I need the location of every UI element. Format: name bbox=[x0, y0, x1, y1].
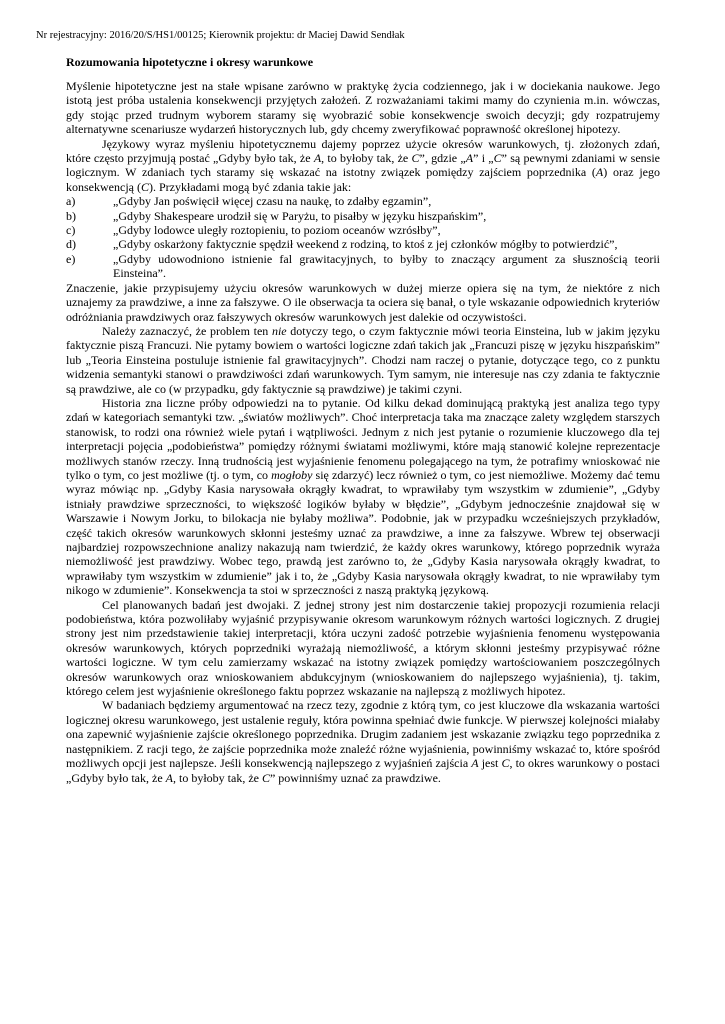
paragraph-4 bbox=[66, 324, 660, 396]
list-marker: a) bbox=[66, 194, 76, 209]
p4-text-a: Należy zaznaczyć, że problem ten bbox=[102, 323, 272, 338]
p2-var-c3: C bbox=[140, 179, 149, 194]
document-header: Nr rejestracyjny: 2016/20/S/HS1/00125; Kierownik projektu: dr Maciej Dawid Sendłak bbox=[36, 30, 405, 41]
examples-list bbox=[66, 194, 660, 280]
document-body bbox=[66, 79, 660, 785]
p7-text-c: , to okres warunkowy o postaci „Gdyby było tak, że bbox=[66, 756, 660, 785]
p2-text-a: Językowy wyraz myśleniu hipotetycznemu dajemy poprzez użycie okresów warunkowych, tj. złożonych zdań, które często przyjmują postać „Gdyby było tak, że bbox=[66, 136, 660, 166]
list-item bbox=[66, 194, 660, 209]
p5-emphasis: mogłoby bbox=[271, 467, 313, 482]
paragraph-1: Myślenie hipotetyczne jest na stałe wpisane zarówno w praktykę życia codziennego, jak i w dociekania naukowe. Jego istotą jest próba ustalenia konsekwencji przyjętych założeń. Z rozważaniami takimi mamy do czynienia m.in. wówczas, gdy stojąc przed trudnym wyborem staramy się wyobrazić sobie konsekwencje swoich decyzji; gdy rozpatrujemy alternatywne scenariusze wydarzeń historycznych lub, gdy chcemy zweryfikować poprawność określonej hipotezy. bbox=[66, 79, 660, 137]
p2-text-d: ” i „ bbox=[473, 151, 494, 166]
list-marker: b) bbox=[66, 208, 76, 223]
p2-var-c2: C bbox=[493, 151, 502, 166]
list-item-text: „Gdyby udowodniono istnienie fal grawitacyjnych, to byłby to znaczący argument za słusznością teorii Einsteina”. bbox=[113, 251, 660, 281]
p2-var-a2: A bbox=[465, 151, 474, 166]
paragraph-5 bbox=[66, 396, 660, 598]
p7-text-b: jest bbox=[478, 756, 502, 771]
p2-text-e: ” są pewnymi zdaniami w sensie logicznym. W zdaniach tych staramy się wskazać na istotny związek pomiędzy zajściem poprzednika ( bbox=[66, 151, 660, 180]
document-title: Rozumowania hipotetyczne i okresy warunkowe bbox=[66, 55, 314, 69]
p2-var-a3: A bbox=[595, 165, 604, 180]
p7-text-d: , to byłoby tak, że bbox=[172, 770, 262, 785]
p7-var-c2: C bbox=[261, 770, 270, 785]
p7-var-a: A bbox=[471, 756, 479, 771]
paragraph-7 bbox=[66, 698, 660, 784]
list-item bbox=[66, 208, 660, 223]
list-item bbox=[66, 251, 660, 281]
list-item-text: „Gdyby Shakespeare urodził się w Paryżu, to pisałby w języku hiszpańskim”, bbox=[113, 208, 487, 223]
p2-text-c: ”, gdzie „ bbox=[419, 151, 466, 166]
p7-var-c: C bbox=[501, 756, 510, 771]
paragraph-6: Cel planowanych badań jest dwojaki. Z jednej strony jest nim dostarczenie takiej propozycji rozumienia relacji podobieństwa, która pozwoliłaby wyjaśnić przypisywanie okresom warunkowym różnych wartości logicznych. Z drugiej strony jest nim przedstawienie takiej interpretacji, która uczyni zadość potrzebie wyjaśnienia fenomenu występowania okresów warunkowych, których poprzedniki wyrażają niemożliwość, a którym skłonni jesteśmy przypisywać różne wartości logiczne. W tym celu zamierzamy wskazać na istotny związek pomiędzy wartościowaniem poszczególnych okresów warunkowych oraz wnioskowaniem abdukcyjnym (wnioskowaniem do najlepszego wyjaśnienia), tj. takim, którego celem jest wyjaśnienie określonego faktu poprzez wskazanie na najlepszą z możliwych hipotez. bbox=[66, 597, 660, 699]
list-item-text: „Gdyby oskarżony faktycznie spędził weekend z rodziną, to ktoś z jej członków mógłby to potwierdzić”, bbox=[113, 237, 618, 252]
p7-var-a2: A bbox=[165, 770, 173, 785]
list-item-text: „Gdyby lodowce uległy roztopieniu, to poziom oceanów wzrósłby”, bbox=[113, 223, 441, 238]
list-item bbox=[66, 223, 660, 238]
list-marker: d) bbox=[66, 237, 76, 252]
p5-text-a: Historia zna liczne próby odpowiedzi na to pytanie. Od kilku dekad dominującą praktyką jest analiza tego typy zdań w kategoriach semantyki tzw. „światów możliwych”. Choć interpretacja taka ma znaczące zalety względem starszych stanowisk, to rodzi ona również wiele pytań i wątpliwości. Jednym z nich jest pytanie o rozumienie kluczowego dla tej interpretacji pojęcia „podobieństwa” pomiędzy różnymi światami możliwymi, które mają stanowić kolejne reprezentacje możliwych stanów rzeczy. Inną trudnością jest wyjaśnienie fenomenu polegającego na tym, że potrafimy wnioskować nie tylko o tym, co jest możliwe (tj. o tym, co bbox=[66, 395, 660, 482]
list-marker: e) bbox=[66, 251, 76, 266]
p2-var-c: C bbox=[411, 151, 420, 166]
p4-text-b: dotyczy tego, o czym faktycznie mówi teoria Einsteina, lub w jakim języku faktycznie piszą Francuzi. Nie pytamy bowiem o wartości logiczne zdań takich jak „Francuzi piszę w języku hiszpańskim” lub „Teoria Einsteina postuluje istnienie fal grawitacyjnych”. Chodzi nam raczej o pytanie, dotyczące tego, co z punktu widzenia semantyki stanowi o prawdziwości zdań warunkowych. Tym samym, nie interesuje nas czy zdania te faktycznie są prawdziwe, ale co (w przypadku, gdy faktycznie są prawdziwe) je takimi czyni. bbox=[66, 323, 660, 396]
list-marker: c) bbox=[66, 223, 76, 238]
p2-var-a: A bbox=[313, 151, 322, 166]
p2-text-b: , to byłoby tak, że bbox=[321, 151, 412, 166]
p2-text-f: ) oraz jego konsekwencją ( bbox=[66, 165, 660, 194]
p2-text-g: ). Przykładami mogą być zdania takie jak: bbox=[149, 179, 352, 194]
list-item bbox=[66, 237, 660, 252]
p4-emphasis: nie bbox=[271, 323, 287, 338]
p5-text-b: się zdarzyć) lecz również o tym, co jest niemożliwe. Możemy dać temu wyraz mówiąc np. „Gdyby Kasia narysowała okrągły kwadrat, to wprawiłaby tym wszystkim w zdumienie”, „Gdyby istniały prawdziwe sprzeczności, to większość logików byłaby w błędzie”, „Gdybym jednocześnie znajdował się w Warszawie i Nowym Jorku, to bilokacja nie byłaby możliwa”. Podobnie, jak w przypadku wcześniejszych przykładów, część takich okresów warunkowych skłonni jesteśmy uznać za prawdziwe, a inne za fałszywe. Wbrew tej obserwacji najbardziej rozpowszechnione analizy nakazują nam twierdzić, że każdy okres warunkowy, którego poprzednik wyraża niemożliwość jest prawdziwy. Wobec tego, prawdą jest zarówno to, że „Gdyby Kasia narysowała okrągły kwadrat, to wprawiłaby tym wszystkim w zdumienie” jak i to, że „Gdyby Kasia narysowała okrągły kwadrat, to nie wprawiłaby tym nikogo w zdumienie”. Konsekwencja ta stoi w sprzeczności z naszą praktyką językową. bbox=[66, 467, 660, 598]
p7-text-e: ” powinniśmy uznać za prawdziwe. bbox=[269, 770, 441, 785]
p7-text-a: W badaniach będziemy argumentować na rzecz tezy, zgodnie z którą tym, co jest kluczowe dla wskazania wartości logicznej okresu warunkowego, jest ustalenie reguły, która powinna spełniać dwie funkcje. W pierwszej kolejności miałaby ona zapewnić wyjaśnienie zajście określonego poprzednika. Drugim zadaniem jest wskazanie związku tego poprzednika z następnikiem. Z racji tego, że zajście poprzednika może znaleźć różne wyjaśnienia, powinniśmy wskazać to, które spośród możliwych opcji jest najlepsze. Jeśli konsekwencją najlepszego z wyjaśnień zajścia bbox=[66, 698, 660, 771]
list-item-text: „Gdyby Jan poświęcił więcej czasu na naukę, to zdałby egzamin”, bbox=[113, 194, 432, 209]
paragraph-3: Znaczenie, jakie przypisujemy użyciu okresów warunkowych w dużej mierze opiera się na tym, że niektóre z nich uznajemy za prawdziwe, a inne za fałszywe. O ile obserwacja ta ociera się banał, o tyle wskazanie odpowiednich kryteriów odróżniania prawdziwych oraz fałszywych okresów warunkowych jest dalekie od oczywistości. bbox=[66, 280, 660, 324]
paragraph-2 bbox=[66, 137, 660, 195]
